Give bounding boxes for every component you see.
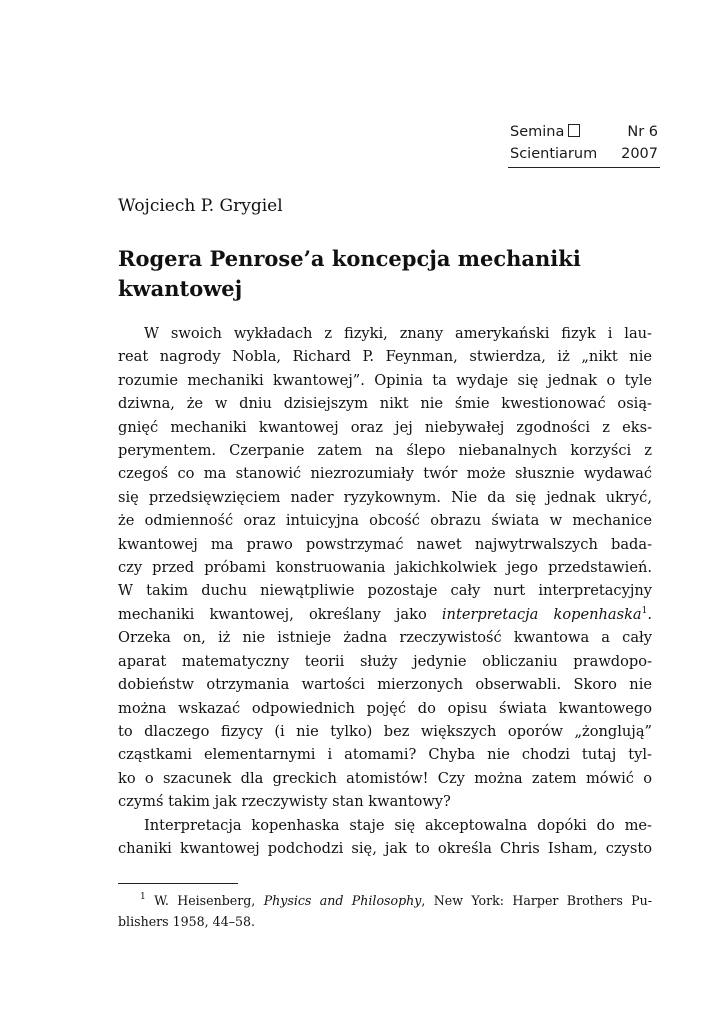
square-icon	[568, 124, 580, 137]
body-line: można wskazać odpowiednich pojęć do opisu świata kwantowego	[118, 699, 652, 717]
body-line: W takim duchu niewątpliwie pozostaje cały nurt interpretacyjny	[118, 582, 652, 600]
body-line-with-footnote	[118, 603, 652, 626]
body-line: perymentem. Czerpanie zatem na ślepo niebanalnych korzyści z	[118, 442, 652, 460]
body-line: się przedsięwzięciem nader ryzykownym. Nie da się jednak ukryć,	[118, 488, 652, 506]
body-line: czegoś co ma stanowić niezrozumiały twór może słusznie wydawać	[118, 465, 652, 483]
body-line: cząstkami elementarnymi i atomami? Chyba nie chodzi tutaj tyl-	[118, 746, 652, 764]
body-text-segment: .	[647, 605, 653, 623]
issue-year: 2007	[621, 146, 658, 162]
body-line: ko o szacunek dla greckich atomistów! Czy można zatem mówić o	[118, 769, 652, 787]
title-line-2: kwantowej	[118, 276, 243, 301]
journal-name-1: Semina	[510, 124, 565, 140]
header-row-1	[508, 121, 660, 143]
body-line: że odmienność oraz intuicyjna obcość obrazu świata w mechanice	[118, 512, 652, 530]
footnote-line	[118, 890, 652, 911]
journal-name-line-1	[510, 121, 580, 143]
footnote-separator	[118, 883, 238, 884]
author-name: Wojciech P. Grygiel	[118, 196, 283, 216]
title-line-1: Rogera Penrose’a koncepcja mechaniki	[118, 246, 581, 271]
body-line: gnięć mechaniki kwantowej oraz jej niebywałej zgodności z eks-	[118, 418, 652, 436]
body-line: aparat matematyczny teorii służy jedynie obliczaniu prawdopo-	[118, 652, 652, 670]
body-text-segment: mechaniki kwantowej, określany jako	[118, 605, 427, 623]
body-line: czy przed próbami konstruowania jakichkolwiek jego przedstawień.	[118, 559, 652, 577]
body-line: Interpretacja kopenhaska staje się akceptowalna dopóki do me-	[144, 816, 652, 834]
footnote-ref[interactable]: 1	[641, 605, 648, 616]
body-line: kwantowej ma prawo powstrzymać nawet najwytrwalszych bada-	[118, 535, 652, 553]
body-line: dobieństw otrzymania wartości mierzonych obserwabli. Skoro nie	[118, 676, 652, 694]
journal-header	[508, 121, 660, 168]
header-row-2	[508, 143, 660, 165]
body-line: rozumie mechaniki kwantowej”. Opinia ta wydaje się jednak o tyle	[118, 371, 652, 389]
body-line: to dlaczego fizycy (i nie tylko) bez większych oporów „żonglują”	[118, 722, 652, 740]
footnote-mark: 1	[140, 892, 146, 902]
footnote	[118, 890, 652, 932]
footnote-line: blishers 1958, 44–58.	[118, 914, 256, 929]
issue-number: Nr 6	[627, 124, 658, 140]
footnote-text: W. Heisenberg,	[154, 893, 256, 908]
emphasized-term: interpretacja kopenhaska	[441, 605, 642, 623]
body-line: Orzeka on, iż nie istnieje żadna rzeczywistość kwantowa a cały	[118, 629, 652, 647]
body-line: chaniki kwantowej podchodzi się, jak to określa Chris Isham, czysto	[118, 839, 652, 857]
body-line: W swoich wykładach z fizyki, znany amerykański fizyk i lau-	[144, 325, 652, 342]
body-line: dziwna, że w dniu dzisiejszym nikt nie śmie kwestionować osią-	[118, 395, 652, 413]
body-line: reat nagrody Nobla, Richard P. Feynman, stwierdza, iż „nikt nie	[118, 348, 652, 366]
footnote-book-title: Physics and Philosophy	[263, 893, 422, 908]
article-body	[118, 322, 652, 860]
article-title	[118, 244, 638, 304]
journal-name-2: Scientiarum	[510, 146, 598, 162]
body-line: czymś takim jak rzeczywisty stan kwantowy?	[118, 793, 451, 811]
footnote-text: , New York: Harper Brothers Pu-	[421, 893, 652, 908]
